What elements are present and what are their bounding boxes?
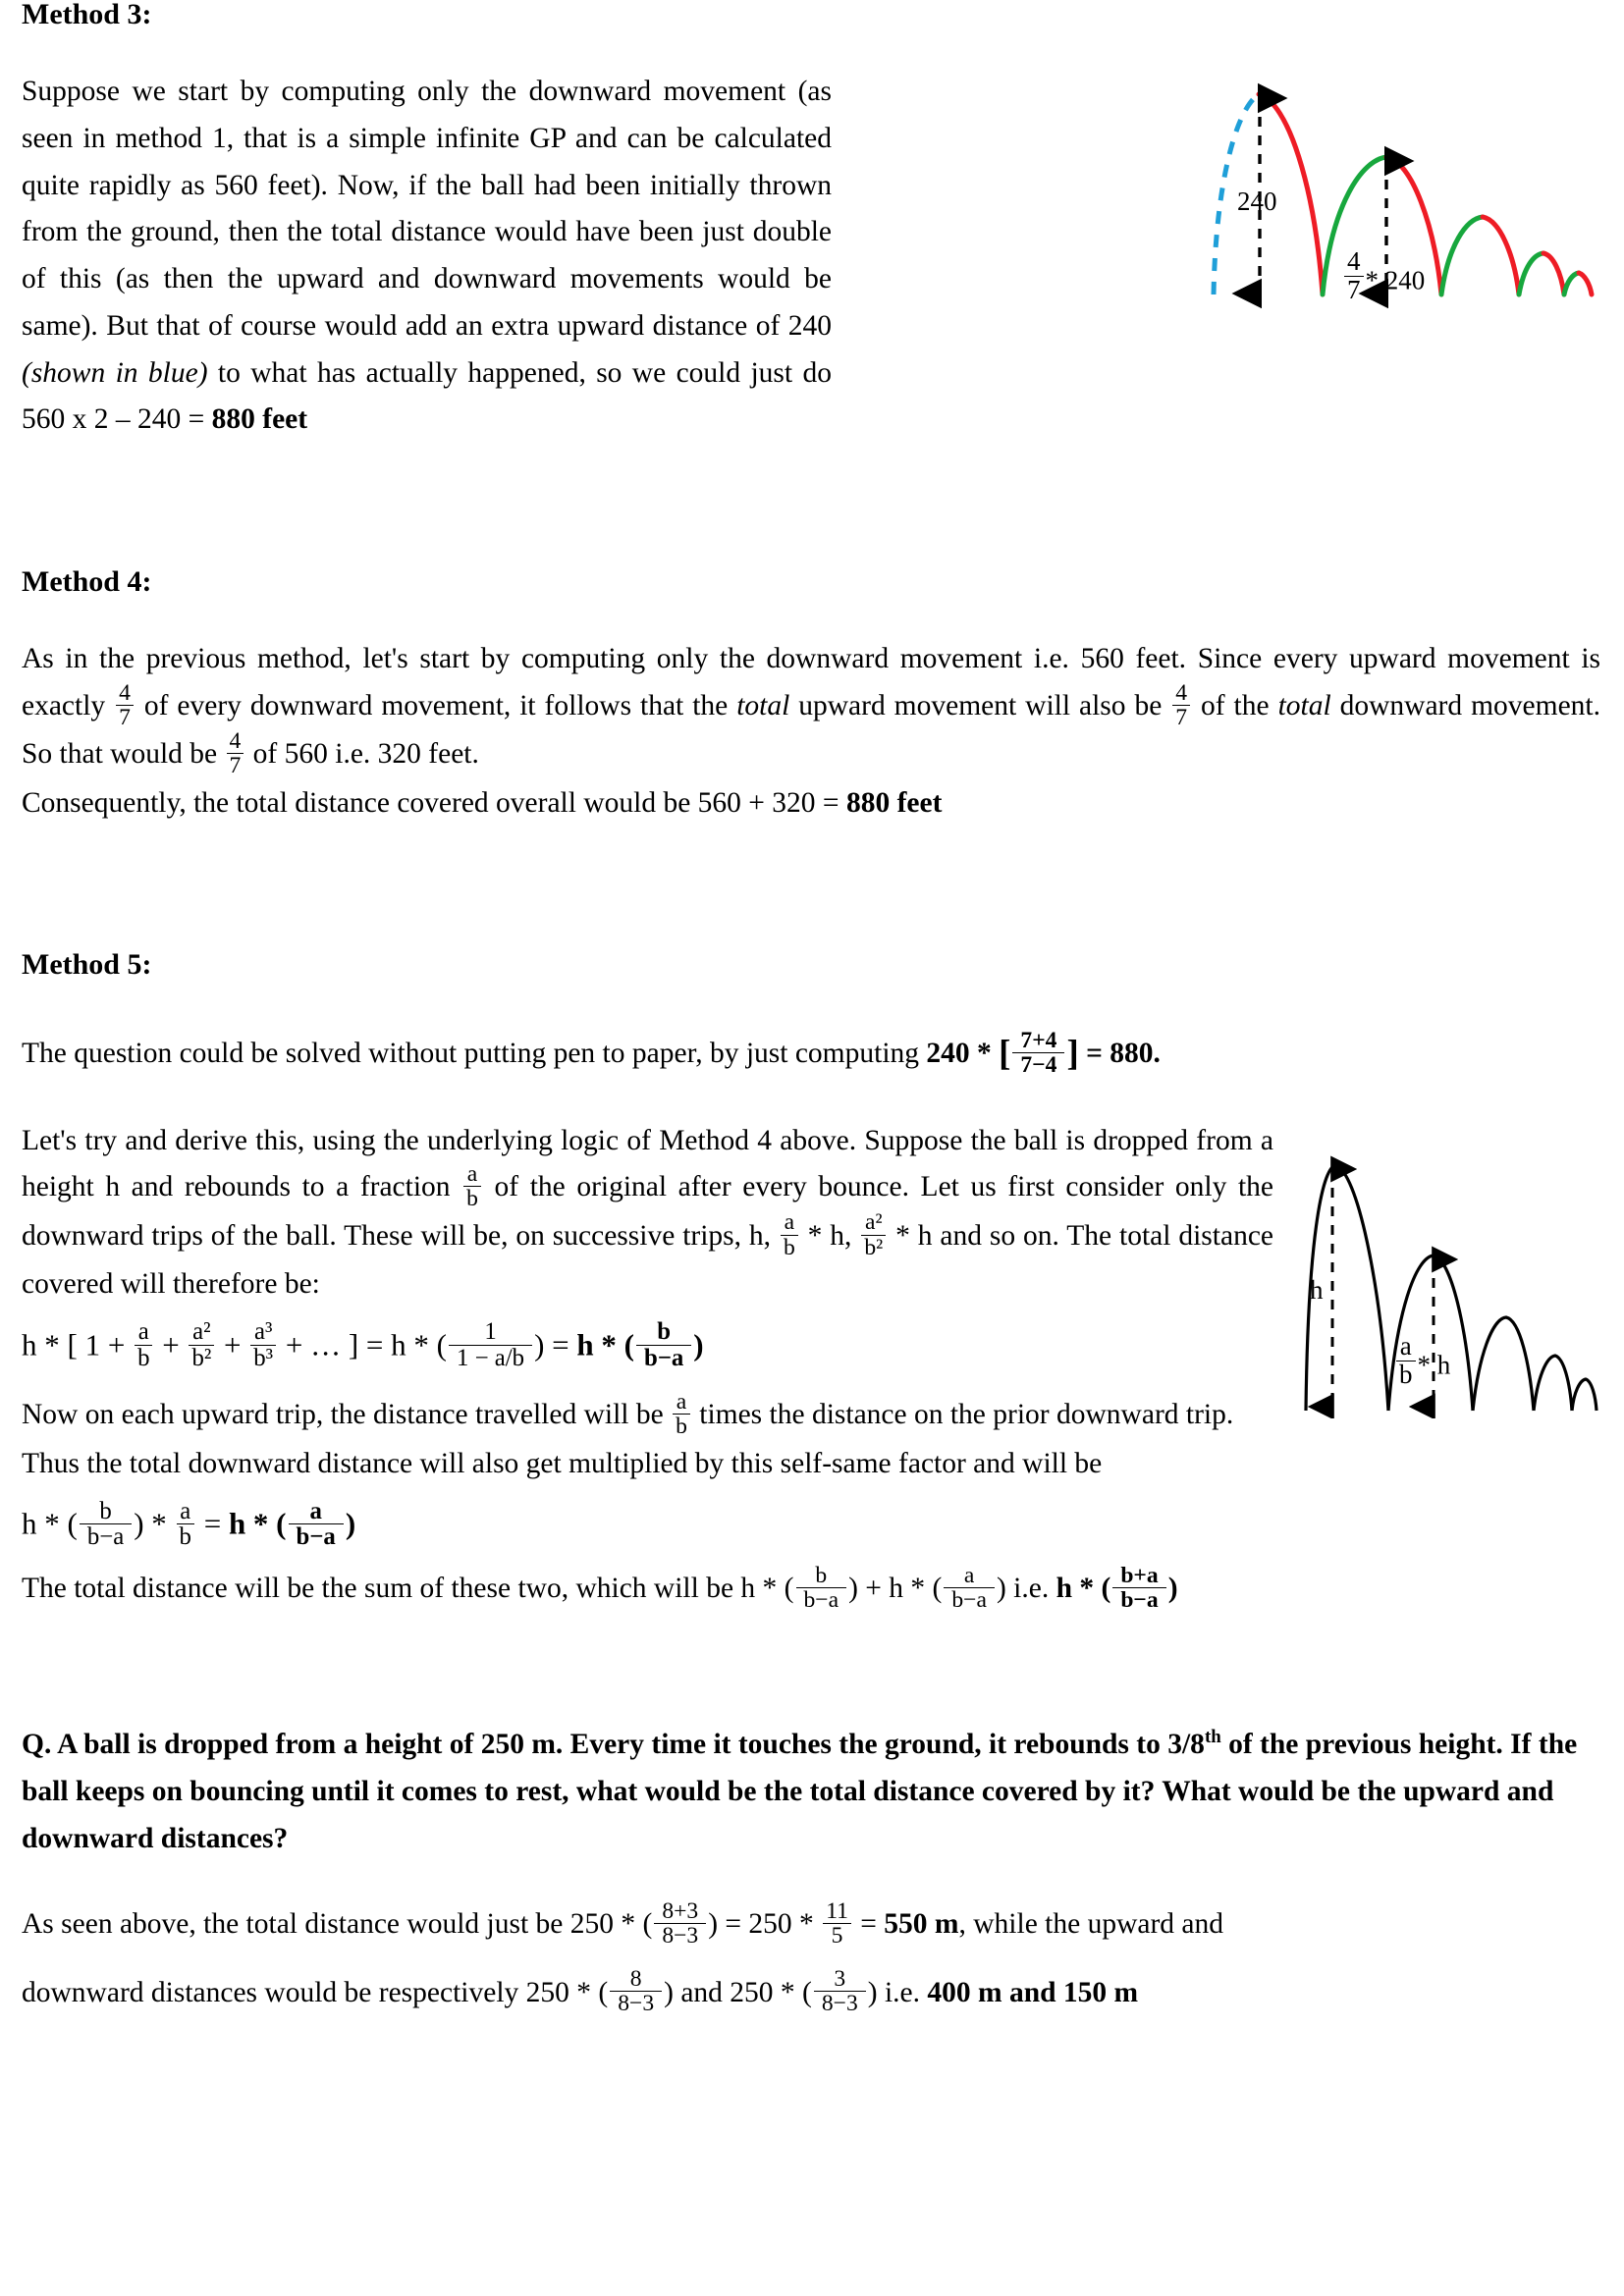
frac-den: b−a [636, 1345, 691, 1370]
eq2-mid-2: = [195, 1506, 229, 1541]
label-frac-numerator: 4 [1347, 246, 1361, 277]
ascent-arc-5-green [1564, 273, 1579, 294]
method-4-italic-total-2: total [1277, 690, 1331, 722]
eq2-frac-a-over-b-minus-a [289, 1499, 344, 1550]
frac-num: a³ [253, 1318, 273, 1346]
eq1-close: ) [693, 1327, 704, 1362]
method-5-result: = 880. [1078, 1038, 1161, 1070]
method-4-italic-total-1: total [736, 690, 790, 722]
frac-num: 4 [229, 728, 242, 755]
bouncing-ball-diagram-method-3 [1190, 59, 1602, 314]
eq1-frac-a2-b2 [189, 1319, 214, 1370]
method-4-text-5: downward movement. So that would be [22, 690, 1600, 771]
eq2-lead: h * ( [22, 1506, 78, 1541]
answer-frac-11-over-5 [823, 1899, 851, 1948]
eq2-frac-b-over-b-minus-a [80, 1499, 132, 1550]
eq3-mid-1: ) + h * ( [848, 1572, 943, 1604]
answer-line-2 [22, 1966, 1602, 2018]
answer-text-3: = [852, 1908, 885, 1941]
eq1-tail: + … ] = h * ( [278, 1327, 447, 1362]
fraction-four-sevenths-1 [116, 681, 134, 729]
superscript-th: th [1204, 1727, 1221, 1748]
method-4-answer: 880 feet [845, 786, 943, 819]
frac-num: a [963, 1562, 975, 1588]
answer-total-distance: 550 m [884, 1908, 959, 1941]
frac-den: b−a [80, 1523, 132, 1549]
method-4-text-2: of every downward movement, it follows that the [135, 690, 737, 722]
frac-num: 8+3 [662, 1898, 699, 1925]
frac-num: a² [192, 1318, 211, 1346]
frac-den: 7 [1172, 705, 1190, 729]
bounce-arc-3 [1473, 1317, 1534, 1411]
eq1-lead: h * [ 1 + [22, 1327, 134, 1362]
practice-question [22, 1722, 1600, 1862]
eq1-frac-b-over-b-minus-a [636, 1319, 691, 1370]
frac-den: 5 [823, 1923, 851, 1948]
method-3-answer: 880 feet [211, 403, 308, 436]
upward-text-2: times the distance on the prior downward trip. [691, 1399, 1234, 1431]
method-5-thus-line: Thus the total downward distance will also get multiplied by this self-same factor and will be [22, 1447, 1103, 1479]
eq2-bold-lead: h * ( [228, 1506, 287, 1541]
fraction-a2-over-b2 [861, 1210, 886, 1258]
method-5-intro-text: The question could be solved without putting pen to paper, by just computing [22, 1038, 927, 1070]
fraction-a-over-b-1 [463, 1162, 481, 1210]
eq2-mid-1: ) * [134, 1506, 175, 1541]
eq1-plus-1: + [154, 1327, 188, 1362]
frac-den: b−a [796, 1587, 847, 1612]
answer-line-1 [22, 1898, 1602, 1949]
method-5-star: * [969, 1038, 1000, 1070]
answer-frac-8plus3-over-8minus3 [654, 1899, 706, 1948]
answer-text-6: ) and 250 * ( [664, 1976, 812, 2008]
bounce-arc-5 [1572, 1379, 1597, 1411]
frac-den: b [135, 1345, 152, 1370]
fraction-four-sevenths-3 [227, 729, 244, 777]
answer-text-4: , while the upward and [958, 1908, 1224, 1941]
frac-num: 1 [484, 1318, 497, 1346]
method-3-paragraph [22, 69, 832, 444]
label-frac-denominator: 7 [1344, 276, 1364, 304]
frac-den: 7−4 [1012, 1052, 1064, 1077]
fraction-a-over-b-upward [673, 1390, 690, 1438]
eq1-frac-a3-b3 [250, 1319, 276, 1370]
method-5-intro [22, 1019, 1600, 1088]
method-4-text-3: upward movement will also be [789, 690, 1171, 722]
frac-num: 4 [1175, 679, 1188, 706]
frac-num: a [309, 1497, 322, 1524]
bouncing-ball-diagram-method-5 [1278, 1153, 1602, 1418]
frac-num: a [784, 1209, 795, 1236]
eq1-bold-lead: h * ( [576, 1327, 634, 1362]
method-3-heading: Method 3: [22, 0, 152, 30]
practice-question-text: Q. A ball is dropped from a height of 250 m. Every time it touches the ground, it rebounds to 3/8th of the previous height. If the ball keeps on bouncing until it comes to rest, what would be the total distance covered by it? What would be the upward and downward distances? [22, 1727, 1578, 1854]
method-4-text-6: of 560 i.e. 320 feet. [245, 738, 479, 771]
label-h: h [1310, 1275, 1324, 1305]
frac-num: b [657, 1318, 672, 1346]
bounce-arc-4 [1534, 1356, 1572, 1411]
frac-den: 8−3 [654, 1923, 706, 1948]
answer-text-2: ) = 250 * [708, 1908, 822, 1941]
answer-up-down-distances: 400 m and 150 m [927, 1976, 1139, 2008]
ascent-arc-4-green [1519, 253, 1543, 294]
upward-text-1: Now on each upward trip, the distance travelled will be [22, 1399, 672, 1431]
frac-num: 11 [826, 1898, 848, 1925]
eq2-close: ) [345, 1506, 356, 1541]
frac-den: 8−3 [814, 1991, 866, 2015]
method-4-heading: Method 4: [22, 565, 152, 599]
eq3-frac-a-over-b-minus-a [944, 1564, 995, 1612]
frac-den: b [177, 1523, 194, 1549]
answer-text-1: As seen above, the total distance would just be 250 * ( [22, 1908, 653, 1941]
method-4-conclusion [22, 780, 1600, 828]
frac-den: 8−3 [610, 1991, 662, 2015]
method-5-heading: Method 5: [22, 948, 152, 982]
eq3-frac-b-over-b-minus-a [796, 1564, 847, 1612]
label-a-over-b-times-h [1394, 1331, 1451, 1391]
method-3-text-4: – 240 = [115, 403, 212, 436]
fraction-7plus4-over-7minus4 [1012, 1029, 1064, 1077]
label-frac-suffix: * 240 [1365, 265, 1426, 295]
frac-den: b² [861, 1235, 886, 1259]
eq1-frac-a-b [135, 1319, 152, 1370]
frac-den: b [781, 1235, 798, 1259]
descent-arc-5-red [1579, 273, 1592, 294]
ascent-arc-3-green [1441, 217, 1483, 294]
frac-den: b² [189, 1345, 214, 1370]
label-four-sevenths-times-240 [1342, 246, 1426, 306]
frac-den: b−a [1112, 1587, 1165, 1612]
eq3-bold-lead: h * ( [1056, 1572, 1111, 1604]
label-frac-denominator: b [1396, 1361, 1416, 1389]
frac-den: 1 − a/b [449, 1345, 532, 1370]
method-3-shown-in-blue: (shown in blue) [22, 356, 208, 389]
method-4-paragraph [22, 636, 1600, 779]
frac-num: b [815, 1562, 828, 1588]
answer-frac-3-over-8minus3 [814, 1967, 866, 2015]
method-5-derivation-text-3: * h, [799, 1219, 860, 1252]
method-5-derivation-text-4: * h and so on. The total distance covered will therefore be: [22, 1219, 1274, 1300]
method-3-text-1: Suppose we start by computing only the downward movement (as seen in method 1, that is a simple infinite GP and can be calculated quite rapidly as 560 feet). Now, if the ball had been initially thrown from the ground, then the total distance would have been just double of this (as then the upward and downward movements would be same). But that of course would add an extra upward distance of 240 [22, 76, 832, 342]
method-5-derivation-paragraph [22, 1118, 1273, 1308]
document-content [22, 0, 1602, 2018]
label-240: 240 [1237, 187, 1277, 216]
method-4-text-4: of the [1192, 690, 1278, 722]
frac-den: 7 [227, 753, 244, 777]
frac-num: 3 [834, 1966, 846, 1993]
frac-den: b [463, 1186, 481, 1210]
answer-frac-8-over-8minus3 [610, 1967, 662, 2015]
eq3-mid-2: ) i.e. [996, 1572, 1056, 1604]
eq3-lead: The total distance will be the sum of these two, which will be h * ( [22, 1572, 794, 1604]
equation-total-distance [22, 1562, 1602, 1614]
frac-num: a [180, 1497, 191, 1524]
frac-den: b³ [250, 1345, 276, 1370]
frac-num: a [137, 1318, 149, 1346]
eq2-frac-a-over-b [177, 1499, 194, 1550]
method-4-text-1: As in the previous method, let's start by computing only the downward movement i.e. 560 feet. Since every upward movement is exactly [22, 643, 1600, 722]
frac-num: a [676, 1389, 687, 1415]
frac-den: 7 [116, 705, 134, 729]
label-frac-numerator: a [1399, 1331, 1412, 1362]
descent-arc-3-red [1483, 217, 1519, 294]
frac-num: a² [864, 1209, 883, 1236]
frac-num: 4 [119, 679, 131, 706]
method-5-derivation-text-1: Let's try and derive this, using the underlying logic of Method 4 above. Suppose the ball is dropped from a height h and rebounds to a fraction [22, 1124, 1273, 1203]
frac-num: b [99, 1497, 112, 1524]
answer-text-7: ) i.e. [867, 1976, 928, 2008]
bracket-open: [ [999, 1033, 1011, 1074]
label-frac-suffix: * h [1417, 1350, 1451, 1380]
answer-text-5: downward distances would be respectively 250 * ( [22, 1976, 609, 2008]
eq1-mid: ) = [534, 1327, 577, 1362]
eq1-plus-2: + [216, 1327, 249, 1362]
eq3-frac-b-plus-a-over-b-minus-a [1112, 1564, 1165, 1612]
eq1-frac-1-over-1-minus-a-b [449, 1319, 532, 1370]
frac-den: b [673, 1414, 690, 1438]
bracket-close: ] [1066, 1033, 1079, 1074]
frac-num: 7+4 [1020, 1028, 1057, 1054]
eq3-close: ) [1167, 1572, 1178, 1604]
fraction-four-sevenths-2 [1172, 681, 1190, 729]
frac-num: a [466, 1161, 478, 1188]
frac-den: b−a [289, 1523, 344, 1549]
method-3-text-3: to what has actually happened, so we could just do 560 x 2 [22, 356, 832, 436]
equation-upward-total [22, 1497, 1602, 1552]
descent-arc-4-red [1543, 253, 1564, 294]
method-5-value-240: 240 [926, 1038, 970, 1070]
method-4-conclusion-text: Consequently, the total distance covered overall would be 560 + 320 = [22, 786, 846, 819]
frac-num: b+a [1120, 1562, 1159, 1588]
frac-num: 8 [629, 1966, 642, 1993]
fraction-a-over-b-2 [781, 1210, 798, 1258]
frac-den: b−a [944, 1587, 995, 1612]
method-5-derivation-text-2: of the original after every bounce. Let us first consider only the downward trips of the ball. These will be, on successive trips, h, [22, 1171, 1273, 1252]
